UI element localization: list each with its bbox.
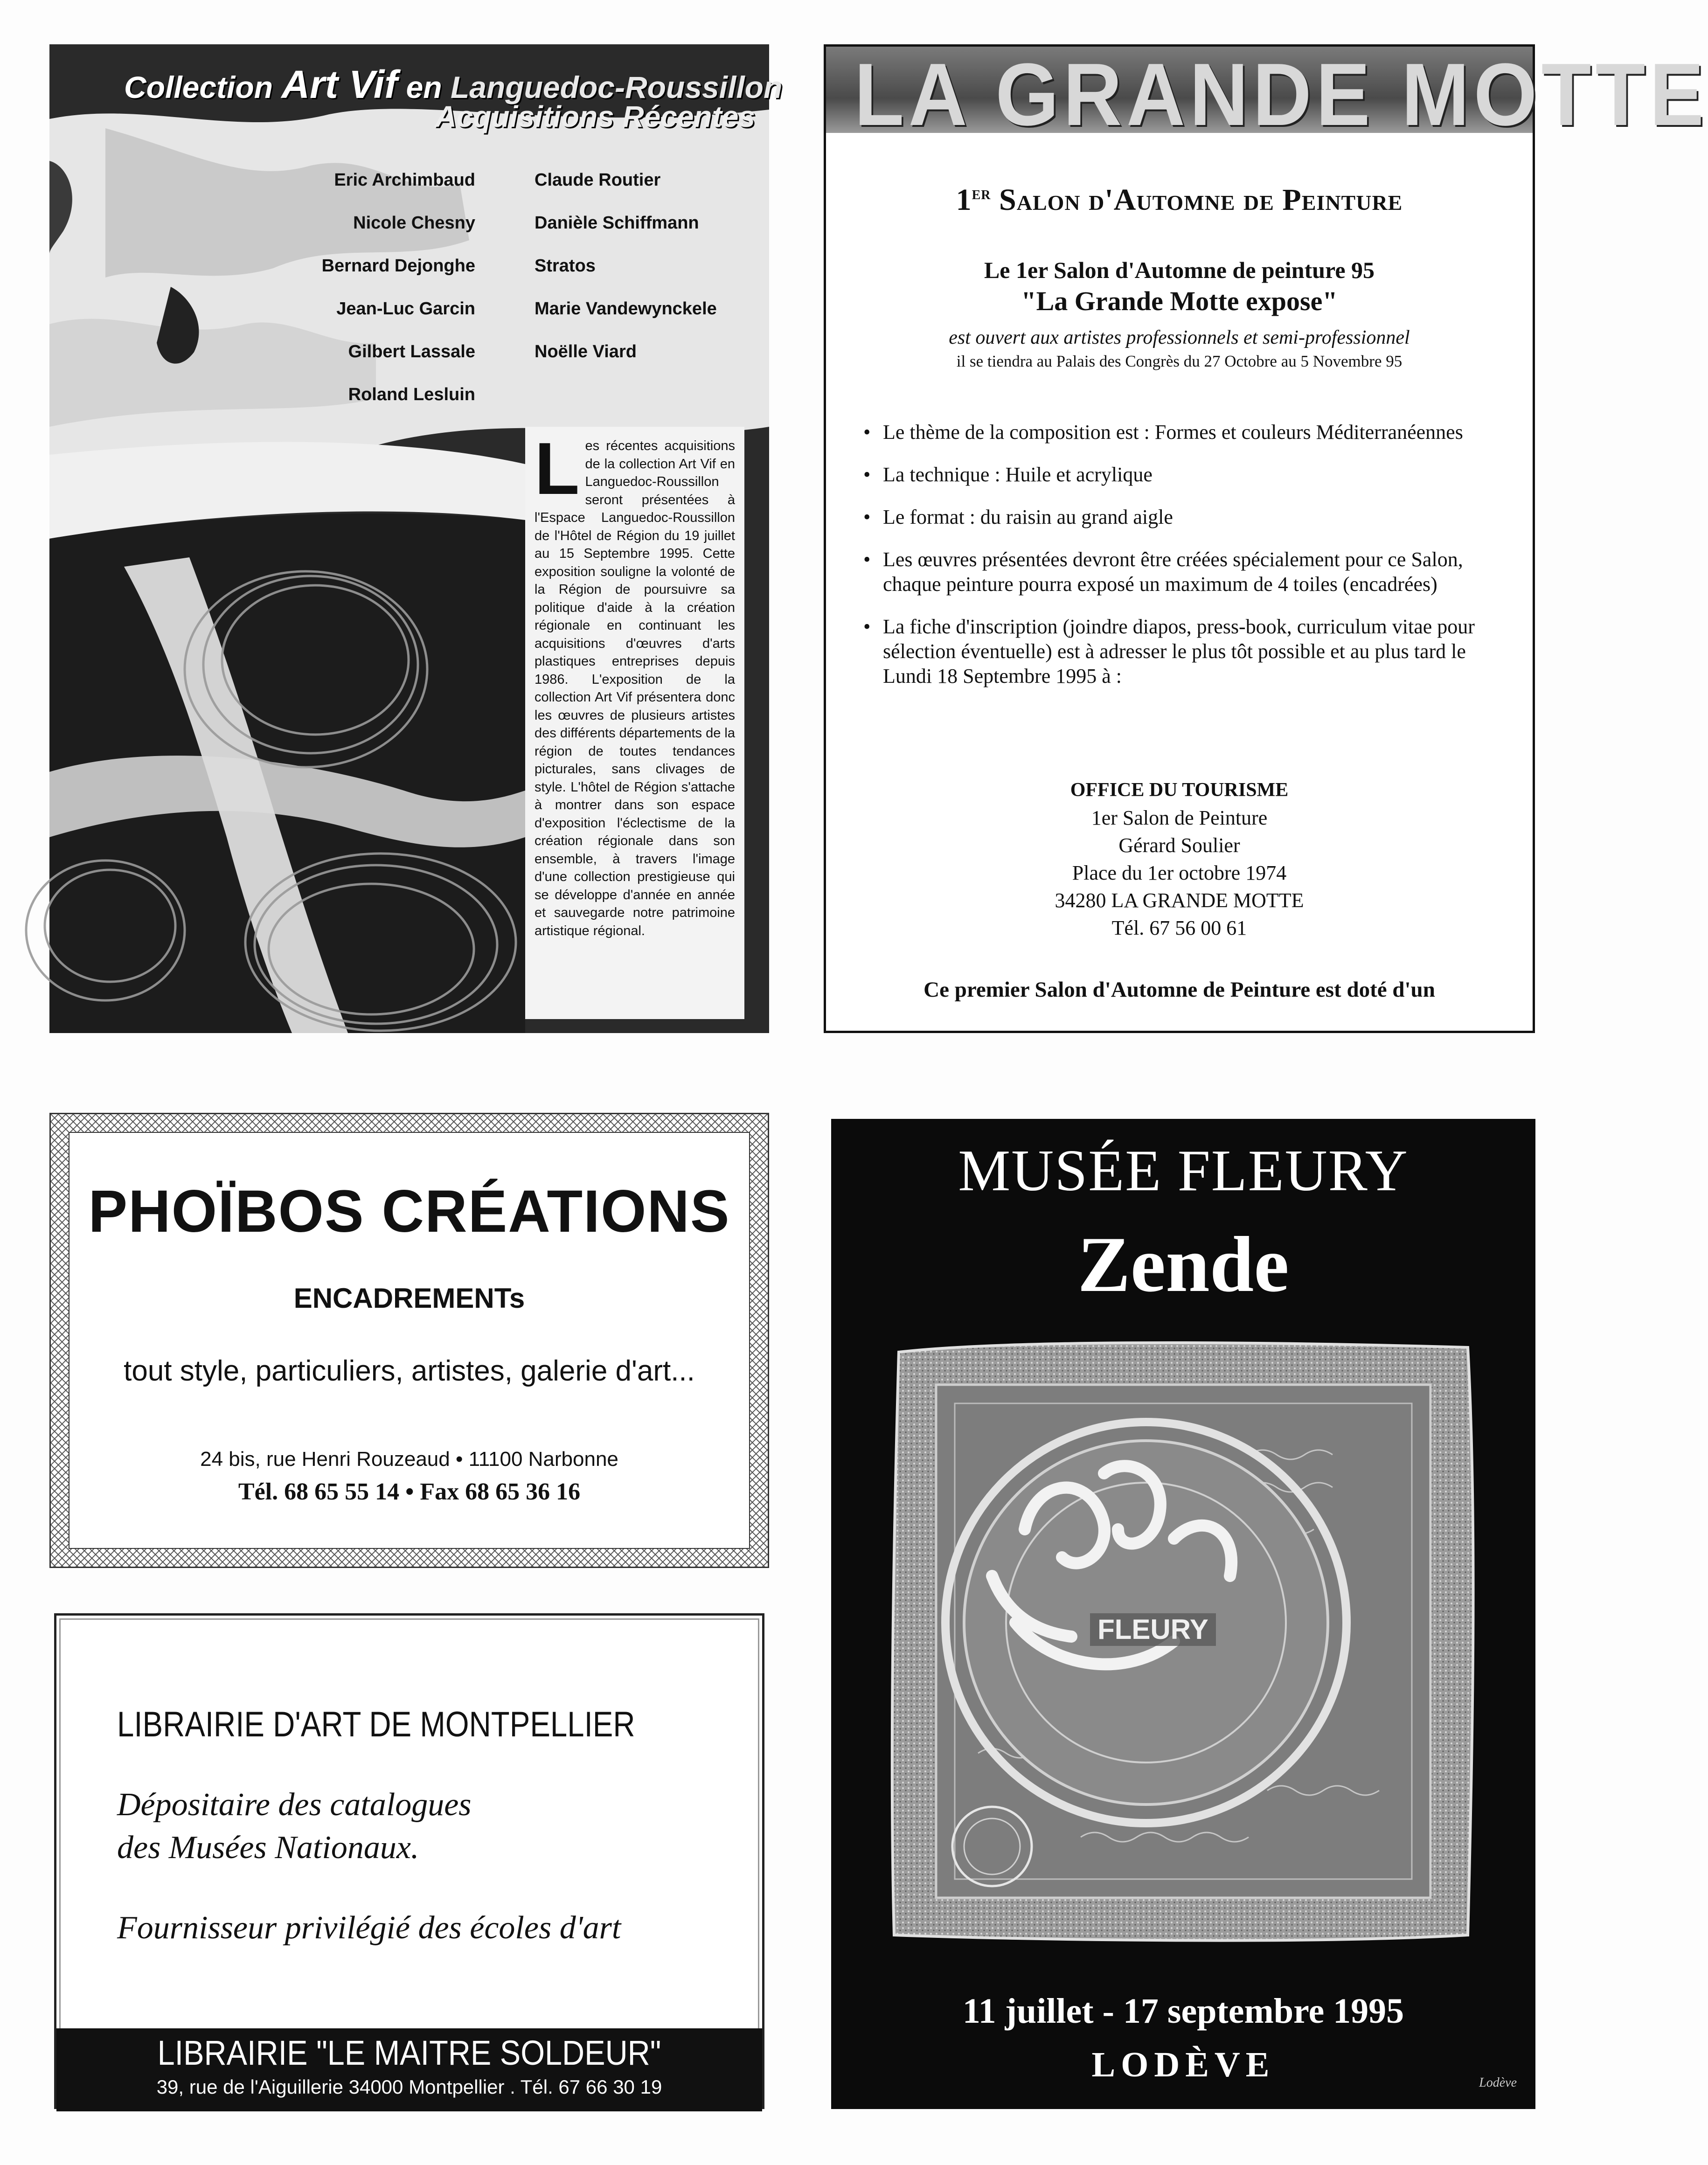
artist-name: Claude Routier <box>535 170 661 190</box>
artvif-description-text: es récentes acquisitions de la collection Art Vif en Languedoc-Roussillon seront présentées à l'Espace Languedoc-Roussillon de l'Hôtel de Région du 19 juillet au 15 Septembre 1995. Cette exposition souligne la volonté de la Région de poursuivre sa politique d'aide à la création régionale en continuant les acquisitions d'œuvres d'arts plastiques entreprises depuis 1986. L'exposition de la collection Art Vif présentera donc les œuvres de plusieurs artistes des différents départements de la région de toutes tendances picturales, sans clivages de style. L'hôtel de Région s'attache à montrer dans son espace d'exposition l'éclectisme de la création régionale dans son ensemble, à travers l'image d'une collection prestigieuse qui se développe d'année en année et sauvegarde notre patrimoine artistique régional. <box>535 438 735 938</box>
list-item: • La technique : Huile et acrylique <box>859 462 1484 487</box>
grande-motte-ad <box>824 44 1708 1033</box>
librairie-ad <box>54 1613 764 2109</box>
phoibos-title: PHOÏBOS CRÉATIONS <box>88 1178 730 1245</box>
office-line: Place du 1er octobre 1974 <box>1072 861 1287 884</box>
artist-name: Noëlle Viard <box>535 342 637 361</box>
librairie-address: 39, rue de l'Aiguillerie 34000 Montpellier . Tél. 67 66 30 19 <box>156 2076 662 2098</box>
artvif-dropcap: L <box>535 428 580 510</box>
musee-fleury-ad <box>831 1119 1535 2109</box>
artist-name: Marie Vandewynckele <box>535 299 717 319</box>
exhibition-city: LODÈVE <box>1091 2045 1275 2084</box>
calligraphy-artwork <box>885 1333 1482 1949</box>
artvif-title-region: Languedoc-Roussillon <box>450 70 783 104</box>
list-item: • Le thème de la composition est : Formes et couleurs Méditerranéennes <box>859 420 1484 444</box>
salon-dates: il se tiendra au Palais des Congrès du 27 Octobre au 5 Novembre 95 <box>956 352 1403 370</box>
office-line: 34280 LA GRANDE MOTTE <box>1055 889 1304 912</box>
artvif-ad <box>49 44 783 1033</box>
salon-number-suffix: er <box>972 182 991 203</box>
artvif-artists-left <box>322 159 475 416</box>
salon-lead: Le 1er Salon d'Automne de peinture 95 <box>984 257 1375 283</box>
artist-name: Nicole Chesny <box>353 213 475 233</box>
list-item: • Les œuvres présentées devront être créées spécialement pour ce Salon, chaque peinture pourra exposé un maximum de 4 toiles (encadrées) <box>859 547 1484 597</box>
artist-name: Bernard Dejonghe <box>321 256 475 276</box>
museum-name: MUSÉE FLEURY <box>958 1138 1409 1203</box>
phoibos-service: ENCADREMENTs <box>293 1283 525 1314</box>
artist-name: Danièle Schiffmann <box>535 213 699 233</box>
phoibos-tagline: tout style, particuliers, artistes, galerie d'art... <box>124 1355 695 1387</box>
list-item: • Le format : du raisin au grand aigle <box>859 505 1484 529</box>
artvif-title-prefix: Collection <box>124 70 273 104</box>
grande-motte-banner <box>826 45 1708 144</box>
salon-exhibition-name: "La Grande Motte expose" <box>1021 286 1338 316</box>
librairie-description-line: Dépositaire des catalogues <box>117 1787 472 1823</box>
office-name: OFFICE DU TOURISME <box>1070 779 1289 801</box>
phoibos-phone: Tél. 68 65 55 14 • Fax 68 65 36 16 <box>238 1478 581 1505</box>
librairie-supplier: Fournisseur privilégié des écoles d'art <box>117 1910 621 1946</box>
grande-motte-banner-text: LA GRANDE MOTTE <box>854 45 1708 144</box>
salon-title: Salon d'Automne de Peinture <box>999 183 1403 217</box>
artvif-artists-right <box>535 159 717 373</box>
artvif-title-name: Art Vif <box>281 62 398 106</box>
salon-audience: est ouvert aux artistes professionnels et semi-professionnel <box>949 327 1410 348</box>
librairie-shop-name: LIBRAIRIE "LE MAITRE SOLDEUR" <box>157 2033 661 2072</box>
artist-name: Jean-Luc Garcin <box>336 299 475 319</box>
phoibos-content <box>69 1132 750 1549</box>
artist-name: Roland Lesluin <box>348 385 475 404</box>
phoibos-address: 24 bis, rue Henri Rouzeaud • 11100 Narbonne <box>200 1448 618 1471</box>
artist-name: Stratos <box>535 256 596 276</box>
exhibition-dates: 11 juillet - 17 septembre 1995 <box>962 1992 1404 2031</box>
artist-name: Zende <box>1077 1221 1289 1308</box>
tourism-office-address <box>826 777 1533 942</box>
salon-rules-list <box>859 420 1484 706</box>
librairie-description <box>117 1783 472 1869</box>
office-phone: Tél. 67 56 00 61 <box>1111 916 1247 939</box>
salon-heading <box>826 182 1533 218</box>
librairie-title: LIBRAIRIE D'ART DE MONTPELLIER <box>117 1705 635 1744</box>
artist-name: Gilbert Lassale <box>348 342 475 361</box>
artist-name: Eric Archimbaud <box>334 170 475 190</box>
office-line: Gérard Soulier <box>1118 834 1240 857</box>
librairie-footer-bar <box>56 2028 762 2111</box>
salon-number: 1 <box>956 183 972 217</box>
artvif-description <box>525 427 744 1019</box>
list-item: • La fiche d'inscription (joindre diapos, press-book, curriculum vitae pour sélection éventuelle) est à adresser le plus tôt possible et au plus tard le Lundi 18 Septembre 1995 à : <box>859 614 1484 688</box>
artvif-subtitle: Acquisitions Récentes <box>435 100 755 133</box>
lodeve-logo: Lodève <box>1479 2075 1517 2090</box>
phoibos-ad <box>49 1113 769 1568</box>
artvif-title-en: en <box>406 70 442 104</box>
office-line: 1er Salon de Peinture <box>1091 806 1268 829</box>
artwork-label: FLEURY <box>1097 1614 1208 1645</box>
librairie-description-line: des Musées Nationaux. <box>117 1830 419 1866</box>
salon-footer: Ce premier Salon d'Automne de Peinture est doté d'un <box>923 978 1435 1002</box>
